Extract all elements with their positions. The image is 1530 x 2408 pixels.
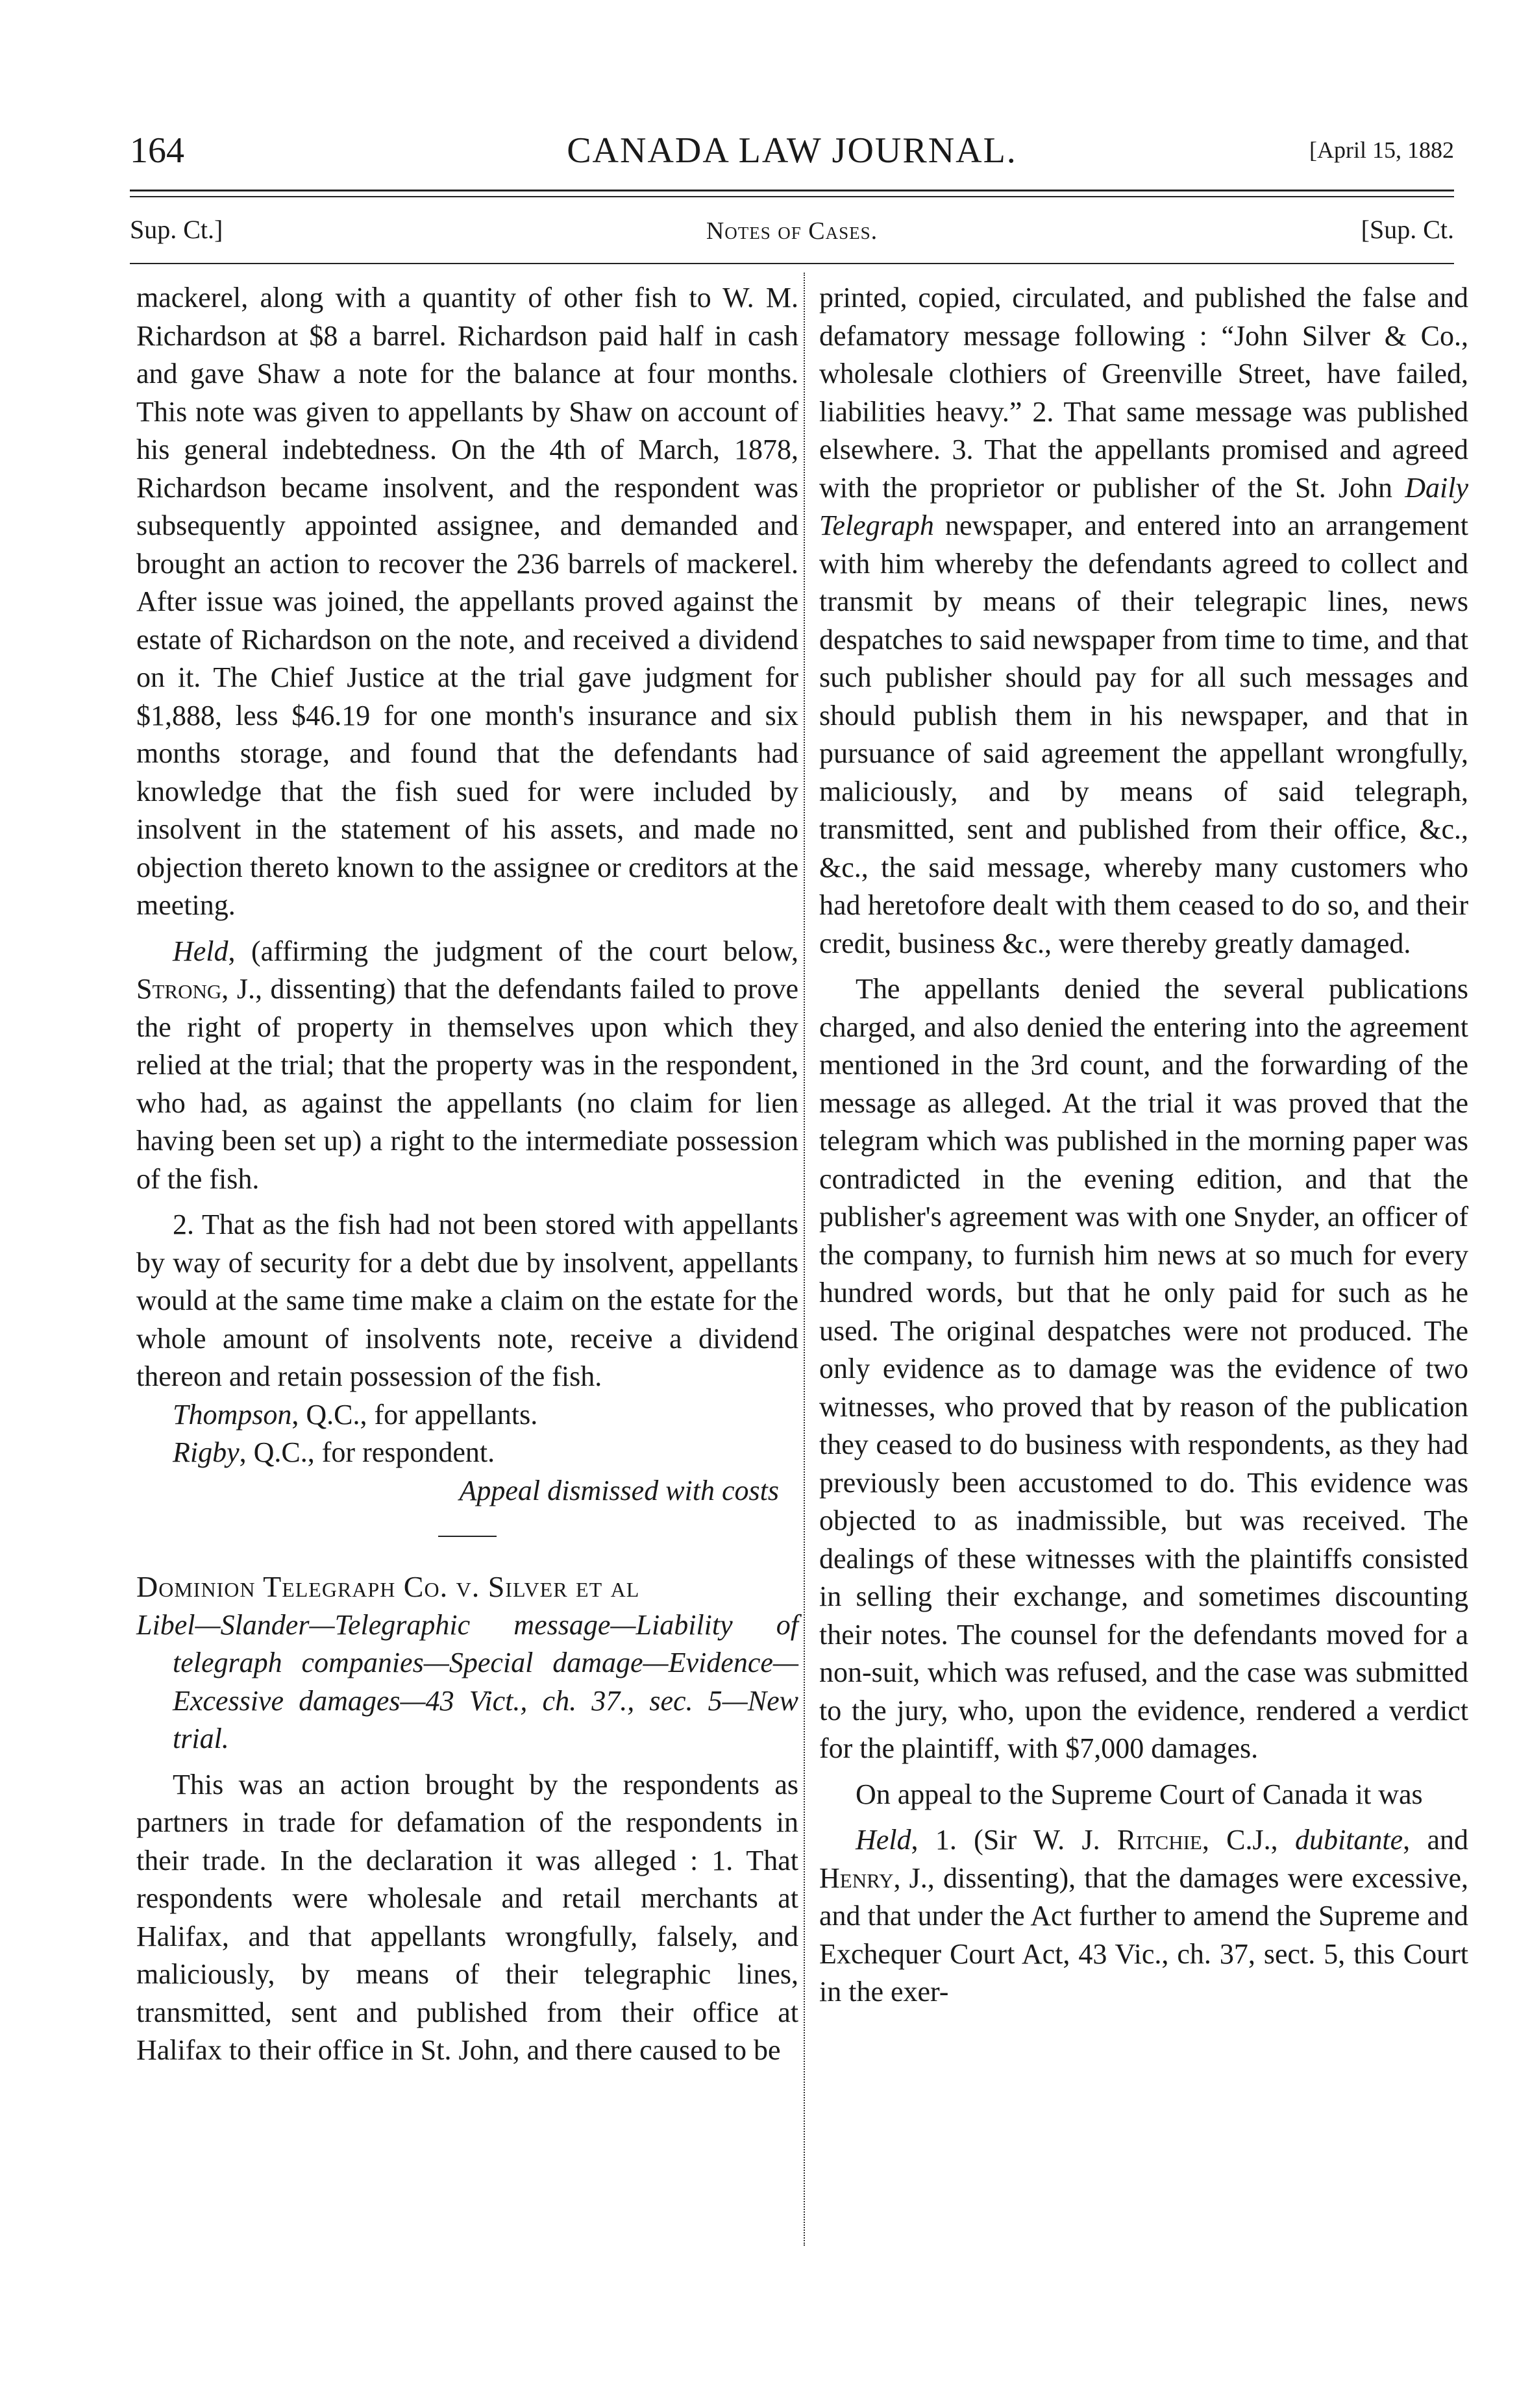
judge-name: Ritchie — [1117, 1824, 1202, 1856]
counsel-role: , Q.C., for appellants. — [291, 1398, 538, 1431]
paragraph: This was an action brought by the respondents as partners in trade for defamation of the respondents in their trade. In the declaration it was alleged : 1. That respondents were wholesale and retail merchants at Halifax, and that appellants wrongfully, falsely, and maliciously, by means of their telegraphic lines, transmitted, sent and published from their office at Halifax to their office in St. John, and there caused to be — [136, 1768, 798, 2066]
counsel-name: Thompson — [173, 1398, 292, 1431]
court-right: [Sup. Ct. — [1361, 215, 1454, 244]
text-run: newspaper, and entered into an arrangement with him whereby the defendants agreed to collect and transmit by means of their telegrapic lines, news despatches to said newspaper from time to time, and that such publisher should pay for all such messages and should publish them in his newspaper, and that in pursuance of said agreement the appellant wrongfully, maliciously, and by means of said telegraph, transmitted, sent and published from their office, &c., &c., the said message, whereby many customers who had heretofore dealt with them ceased to do so, and their credit, business &c., were thereby greatly damaged. — [819, 510, 1468, 959]
held-text: , C.J., — [1202, 1824, 1295, 1856]
held-paragraph — [136, 933, 798, 1199]
issue-date: [April 15, 1882 — [1309, 137, 1454, 163]
paragraph: The appellants denied the several publications charged, and also denied the entering into the agreement mentioned in the 3rd count, and the forwarding of the message as alleged. At the trial it was proved that the telegram which was published in the morning paper was contradicted in the evening edition, and that the publisher's agreement was with one Snyder, an officer of the company, to furnish him news at so much for every hundred words, but that he only paid for such as he used. The original despatches were not produced. The only evidence as to damage was the evidence of two witnesses, who proved that by reason of the publication they ceased to do business with respondents, as they had previously been accustomed to do. This evidence was objected to as inadmissible, but was received. The dealings of these witnesses with the plaintiffs consisted in selling their exchange, and sometimes discounting their notes. The counsel for the defendants moved for a non-suit, which was refused, and the case was submitted to the jury, who, upon the evidence, rendered a verdict for the plaintiff, with $7,000 damages. — [819, 973, 1468, 1764]
case-separator — [438, 1536, 497, 1537]
held-text: , J., dissenting), that the damages were excessive, and that under the Act further to amend the Supreme and Exchequer Court Act, 43 Vic., ch. 37, sect. 5, this Court in the exer- — [819, 1861, 1468, 2008]
case-title: Dominion Telegraph Co. v. Silver et al — [136, 1570, 640, 1603]
paragraph: mackerel, along with a quantity of other fish to W. M. Richardson at $8 a barrel. Richardson paid half in cash and gave Shaw a note for the balance at four months. This note was given to appellants by Shaw on account of his general indebtedness. On the 4th of March, 1878, Richardson became insolvent, and the respondent was subsequently appointed assignee, and demanded and brought an action to recover the 236 barrels of mackerel. After issue was joined, the appellants proved against the estate of Richardson on the note, and received a dividend on it. The Chief Justice at the trial gave judgment for $1,888, less $46.19 for one month's insurance and six months storage, and found that the defendants had knowledge that the fish sued for were included by insolvent in the statement of his assets, and made no objection thereto known to the assignee or creditors at the meeting. — [136, 282, 798, 921]
judge-name: Henry — [819, 1861, 894, 1894]
section-title: Notes of Cases. — [706, 217, 878, 245]
counsel-line — [136, 1434, 798, 1472]
journal-title: CANADA LAW JOURNAL. — [567, 130, 1017, 171]
page-number: 164 — [130, 130, 184, 171]
counsel-line — [136, 1396, 798, 1434]
held-text: , 1. (Sir W. J. — [911, 1824, 1117, 1856]
counsel-role: , Q.C., for respondent. — [239, 1436, 495, 1468]
counsel-name: Rigby — [173, 1436, 240, 1468]
paragraph: 2. That as the fish had not been stored with appellants by way of security for a debt due by insolvent, appellants would at the same time make a claim on the estate for the whole amount of insolvents note, receive a dividend thereon and retain possession of the fish. — [136, 1209, 798, 1392]
disposition: Appeal dismissed with costs — [459, 1474, 779, 1506]
paragraph — [819, 279, 1468, 963]
held-text: , and — [1403, 1824, 1468, 1856]
left-column — [136, 279, 798, 2070]
section-header — [130, 214, 1454, 253]
newspaper-name: Daily Telegraph — [819, 471, 1468, 541]
held-paragraph — [819, 1821, 1468, 2011]
dubitante-term: dubitante — [1294, 1824, 1403, 1856]
judge-name: Strong — [136, 973, 222, 1005]
right-column — [819, 279, 1468, 2011]
held-label: Held — [856, 1824, 911, 1856]
held-label: Held — [173, 935, 228, 967]
held-text: , (affirming the judgment of the court below, — [228, 935, 798, 967]
running-header — [130, 130, 1454, 175]
court-left: Sup. Ct.] — [130, 215, 223, 244]
header-rule-2 — [130, 196, 1454, 197]
header-rule — [130, 190, 1454, 191]
catchwords: Libel—Slander—Telegraphic message—Liability of telegraph companies—Special damage—Evidence—Excessive damages—43 Vict., ch. 37., sec. 5—New trial. — [136, 1608, 798, 1754]
held-text: , J., dissenting) that the defendants failed to prove the right of property in themselves upon which they relied at the trial; that the property was in the respondent, who had, as against the appellants (no claim for lien having been set up) a right to the intermediate possession of the fish. — [136, 973, 798, 1195]
paragraph: On appeal to the Supreme Court of Canada it was — [856, 1778, 1423, 1810]
section-rule — [130, 263, 1454, 264]
column-divider — [804, 273, 805, 2246]
text-run: printed, copied, circulated, and published the false and defamatory message following : “John Silver & Co., wholesale clothiers of Greenville Street, have failed, liabilities heavy.” 2. That same message was published elsewhere. 3. That the appellants promised and agreed with the proprietor or publisher of the St. John — [819, 282, 1468, 504]
